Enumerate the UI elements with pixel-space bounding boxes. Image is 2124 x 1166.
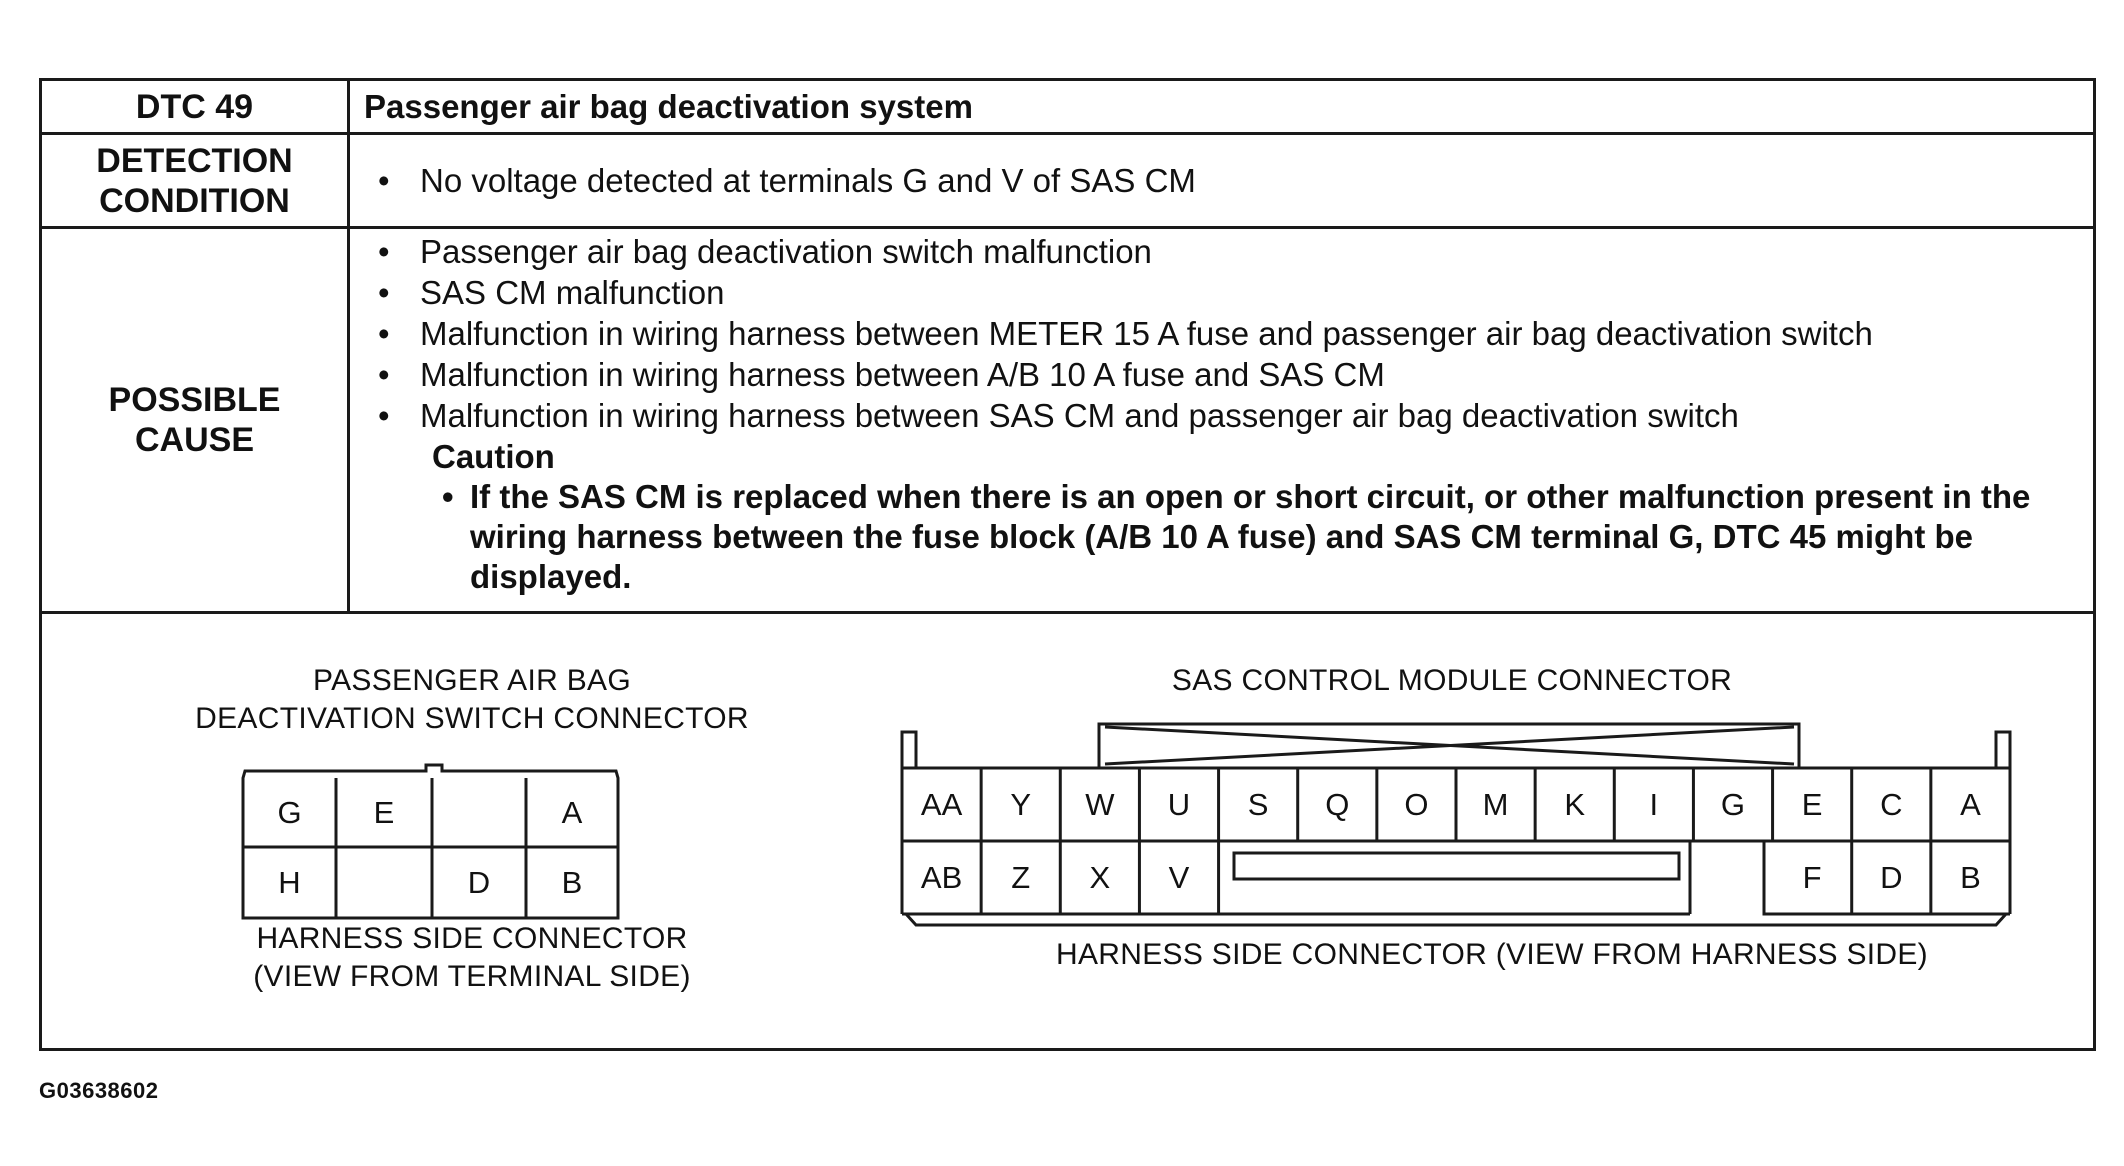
detection-row [42,135,2093,229]
left-connector-title: PASSENGER AIR BAG DEACTIVATION SWITCH CONNECTOR [195,664,749,735]
cause-item: • Malfunction in wiring harness between SAS CM and passenger air bag deactivation switch [364,395,2093,436]
caution-text: • If the SAS CM is replaced when there is an open or short circuit, or other malfunction present in the wiring harness between the fuse block (A/B 10 A fuse) and SAS CM terminal G, DTC 45 might be displayed. [364,477,2093,597]
right-pin-M: M [1482,786,1509,822]
right-pin-X: X [1089,859,1111,895]
caution-title: Caution [432,438,555,475]
cause-label: POSSIBLE CAUSE [42,229,350,611]
cause-item: • SAS CM malfunction [364,272,2093,313]
right-pin-Z: Z [1011,859,1031,895]
left-pin-empty [336,847,432,918]
right-connector-caption: HARNESS SIDE CONNECTOR (VIEW FROM HARNESS SIDE) [1056,938,1928,971]
left-pin-D: D [467,864,491,900]
figure-id: G03638602 [39,1078,159,1103]
right-pin-V: V [1168,859,1190,895]
right-pin-AA: AA [920,786,963,822]
dtc-title: Passenger air bag deactivation system [364,87,973,125]
connector-diagram [42,614,2093,1048]
right-pin-B: B [1960,859,1981,895]
cause-row [42,229,2093,614]
right-pin-O: O [1404,786,1429,822]
cause-item: • Malfunction in wiring harness between A/B 10 A fuse and SAS CM [364,354,2093,395]
detection-label: DETECTION CONDITION [42,135,350,226]
dtc-label: DTC 49 [42,81,350,132]
cause-item: • Passenger air bag deactivation switch malfunction [364,231,2093,272]
right-pin-D: D [1880,859,1903,895]
dtc-row [42,81,2093,135]
left-pin-E: E [373,794,395,830]
dtc-table [39,78,2096,1051]
left-pin-empty [432,778,526,847]
left-pin-A: A [561,794,583,830]
left-connector-caption: HARNESS SIDE CONNECTOR (VIEW FROM TERMINAL SIDE) [253,922,691,993]
right-pin-U: U [1167,786,1191,822]
left-pin-G: G [277,794,302,830]
right-pin-I: I [1649,786,1659,822]
detection-value [350,135,2093,226]
right-pin-E: E [1801,786,1823,822]
right-connector-title: SAS CONTROL MODULE CONNECTOR [1171,664,1733,697]
right-pin-Q: Q [1325,786,1350,822]
right-pin-S: S [1247,786,1269,822]
left-pin-B: B [561,864,583,900]
right-pin-G: G [1720,786,1746,822]
right-pin-K: K [1564,786,1586,822]
right-pin-W: W [1085,786,1115,822]
right-pin-F: F [1802,859,1822,895]
left-pin-H: H [278,864,301,900]
detection-item: • No voltage detected at terminals G and V of SAS CM [364,160,1196,201]
right-pin-AB: AB [920,859,963,895]
right-pin-Y: Y [1010,786,1032,822]
cause-list [350,229,2093,611]
right-pin-C: C [1880,786,1903,822]
cause-item: • Malfunction in wiring harness between METER 15 A fuse and passenger air bag deactivation switch [364,313,2093,354]
right-pin-A: A [1960,786,1981,822]
